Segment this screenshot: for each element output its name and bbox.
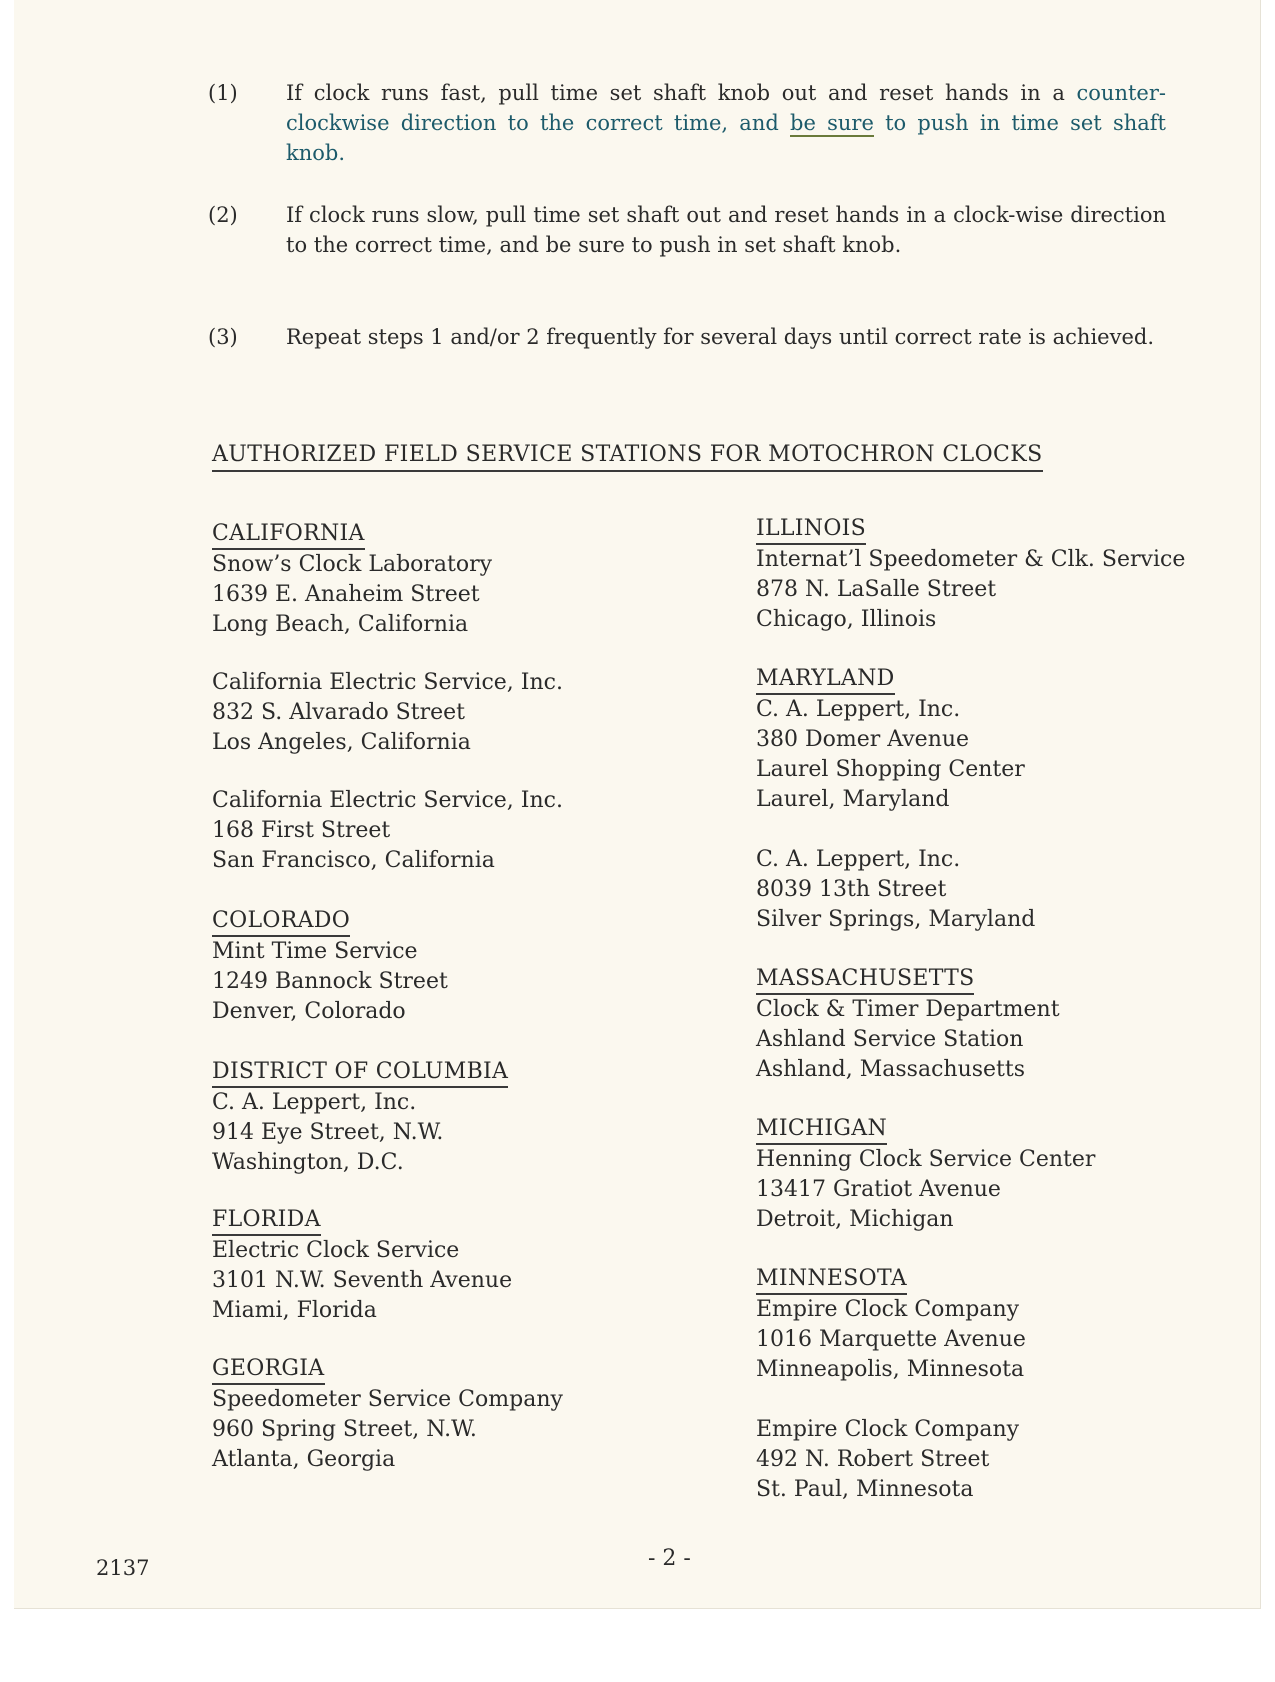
service-station-minnesota-1 <box>756 1265 1275 1385</box>
state-heading: MICHIGAN <box>756 1115 887 1145</box>
instruction-number: (1) <box>208 81 238 105</box>
station-street: 832 S. Alvarado Street <box>212 700 465 725</box>
instruction-1 <box>208 78 1168 170</box>
instruction-text-accent: counter-clockwise direction to the correct time, and <box>286 81 1166 135</box>
station-city: St. Paul, Minnesota <box>756 1477 974 1502</box>
station-name: Snow’s Clock Laboratory <box>212 552 493 577</box>
service-station-massachusetts <box>756 965 1275 1085</box>
service-station-georgia <box>212 1355 772 1475</box>
station-street: 380 Domer Avenue <box>756 727 970 752</box>
station-city: Miami, Florida <box>212 1298 377 1323</box>
station-street: 1639 E. Anaheim Street <box>212 582 480 607</box>
service-station-florida <box>212 1206 772 1326</box>
station-street: 492 N. Robert Street <box>756 1447 990 1472</box>
service-station-michigan <box>756 1115 1275 1235</box>
station-city: Ashland, Massachusetts <box>756 1057 1026 1082</box>
state-heading: ILLINOIS <box>756 515 866 545</box>
state-heading: CALIFORNIA <box>212 520 365 550</box>
station-street: 8039 13th Street <box>756 877 947 902</box>
station-name: California Electric Service, Inc. <box>212 670 563 695</box>
state-heading: FLORIDA <box>212 1206 321 1236</box>
instruction-number: (3) <box>208 325 238 349</box>
station-name: Electric Clock Service <box>212 1238 460 1263</box>
station-street: 878 N. LaSalle Street <box>756 577 997 602</box>
station-street: 914 Eye Street, N.W. <box>212 1120 444 1145</box>
state-heading: DISTRICT OF COLUMBIA <box>212 1058 508 1088</box>
station-city: Minneapolis, Minnesota <box>756 1357 1025 1382</box>
station-name: Mint Time Service <box>212 939 418 964</box>
instruction-text: Repeat steps 1 and/or 2 frequently for several days until correct rate is achieved. <box>286 325 1154 349</box>
instruction-2 <box>208 200 1168 292</box>
instruction-number: (2) <box>208 203 238 227</box>
station-street: 1016 Marquette Avenue <box>756 1327 1026 1352</box>
state-heading: MINNESOTA <box>756 1265 907 1295</box>
station-city: Atlanta, Georgia <box>212 1447 396 1472</box>
service-station-maryland-2 <box>756 845 1275 935</box>
instruction-text: If clock runs slow, pull time set shaft out and reset hands in a clock-wise direction to the correct time, and be sure to push in set shaft knob. <box>286 203 1166 257</box>
station-street: 3101 N.W. Seventh Avenue <box>212 1268 513 1293</box>
service-station-district-of-columbia <box>212 1058 772 1178</box>
station-city: Long Beach, California <box>212 612 469 637</box>
station-name: Speedometer Service Company <box>212 1387 563 1412</box>
state-heading: MARYLAND <box>756 665 895 695</box>
service-station-illinois <box>756 515 1275 635</box>
station-location: Ashland Service Station <box>756 1027 1024 1052</box>
state-heading: MASSACHUSETTS <box>756 965 974 995</box>
station-name: California Electric Service, Inc. <box>212 788 563 813</box>
station-city: Detroit, Michigan <box>756 1207 954 1232</box>
section-heading: AUTHORIZED FIELD SERVICE STATIONS FOR MOTOCHRON CLOCKS <box>212 440 1043 472</box>
page-number: - 2 - <box>648 1546 691 1571</box>
state-heading: COLORADO <box>212 907 350 937</box>
station-city: Washington, D.C. <box>212 1150 404 1175</box>
service-station-california-1 <box>212 520 772 640</box>
service-station-minnesota-2 <box>756 1415 1275 1505</box>
instruction-text <box>286 78 1166 168</box>
instruction-text-underlined: be sure <box>790 111 874 135</box>
service-station-maryland-1 <box>756 665 1275 815</box>
station-street: 168 First Street <box>212 818 391 843</box>
station-city: Silver Springs, Maryland <box>756 907 1036 932</box>
instruction-text-part: If clock runs fast, pull time set shaft knob out and reset hands in a <box>286 81 1077 105</box>
station-street: 13417 Gratiot Avenue <box>756 1177 1001 1202</box>
station-city: Denver, Colorado <box>212 999 406 1024</box>
station-name: Internat’l Speedometer & Clk. Service <box>756 547 1186 572</box>
station-name: Empire Clock Company <box>756 1417 1020 1442</box>
station-street: 1249 Bannock Street <box>212 969 448 994</box>
station-name: C. A. Leppert, Inc. <box>756 847 961 872</box>
station-city: Chicago, Illinois <box>756 607 937 632</box>
station-city: Laurel, Maryland <box>756 787 950 812</box>
station-street: 960 Spring Street, N.W. <box>212 1417 477 1442</box>
station-name: C. A. Leppert, Inc. <box>756 697 961 722</box>
service-station-colorado <box>212 907 772 1027</box>
station-name: Clock & Timer Department <box>756 997 1060 1022</box>
station-city: Los Angeles, California <box>212 730 471 755</box>
state-heading: GEORGIA <box>212 1355 325 1385</box>
document-code: 2137 <box>96 1556 150 1580</box>
station-location: Laurel Shopping Center <box>756 757 1025 782</box>
station-name: Henning Clock Service Center <box>756 1147 1096 1172</box>
station-name: C. A. Leppert, Inc. <box>212 1090 417 1115</box>
service-station-california-3 <box>212 786 772 876</box>
service-station-california-2 <box>212 668 772 758</box>
station-city: San Francisco, California <box>212 848 495 873</box>
instruction-text-part: to push in time set shaft knob. <box>286 111 1166 165</box>
instruction-3 <box>208 322 1168 384</box>
station-name: Empire Clock Company <box>756 1297 1020 1322</box>
